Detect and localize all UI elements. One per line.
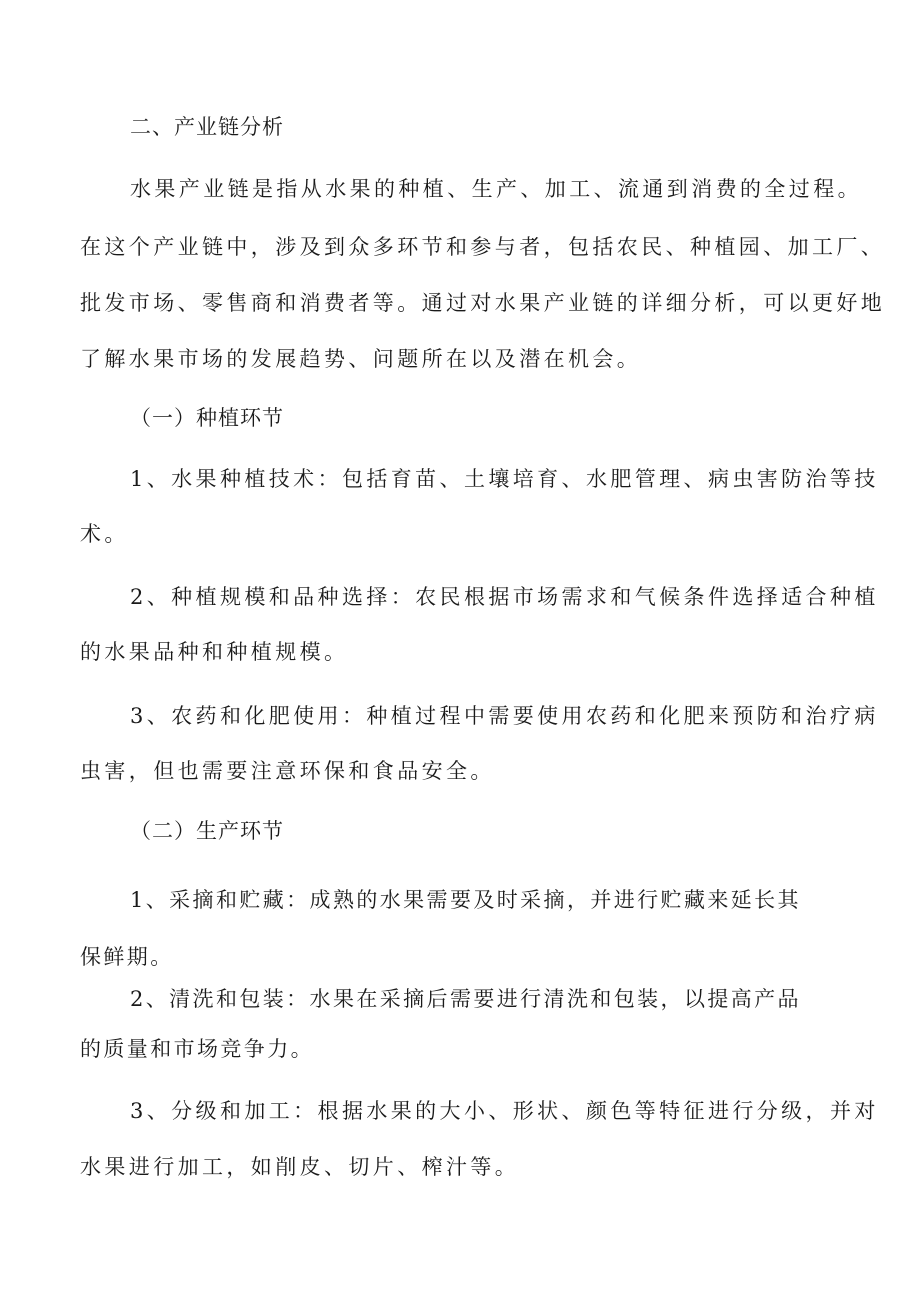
paragraph-line: 1、采摘和贮藏：成熟的水果需要及时采摘，并进行贮藏来延长其 [130, 888, 801, 912]
intro-line: 水果产业链是指从水果的种植、生产、加工、流通到消费的全过程。 [130, 177, 862, 201]
production-heading: （二）生产环节 [130, 819, 284, 843]
paragraph-line: 3、农药和化肥使用：种植过程中需要使用农药和化肥来预防和治疗病 [130, 704, 879, 728]
paragraph-line: 2、种植规模和品种选择：农民根据市场需求和气候条件选择适合种植 [130, 585, 879, 609]
intro-line: 了解水果市场的发展趋势、问题所在以及潜在机会。 [80, 347, 642, 371]
paragraph-line: 2、清洗和包装：水果在采摘后需要进行清洗和包装，以提高产品 [130, 987, 801, 1011]
section-heading: 二、产业链分析 [130, 115, 284, 139]
paragraph-line: 术。 [80, 522, 129, 546]
paragraph-line: 的水果品种和种植规模。 [80, 640, 349, 664]
intro-line: 批发市场、零售商和消费者等。通过对水果产业链的详细分析，可以更好地 [80, 291, 886, 315]
paragraph-line: 1、水果种植技术：包括育苗、土壤培育、水肥管理、病虫害防治等技 [130, 467, 879, 491]
paragraph-line: 虫害，但也需要注意环保和食品安全。 [80, 759, 495, 783]
paragraph-line: 水果进行加工，如削皮、切片、榨汁等。 [80, 1155, 520, 1179]
paragraph-line: 3、分级和加工：根据水果的大小、形状、颜色等特征进行分级，并对 [130, 1099, 879, 1123]
planting-heading: （一）种植环节 [130, 406, 284, 430]
paragraph-line: 保鲜期。 [80, 945, 174, 969]
intro-line: 在这个产业链中，涉及到众多环节和参与者，包括农民、种植园、加工厂、 [80, 235, 886, 259]
paragraph-line: 的质量和市场竞争力。 [80, 1037, 314, 1061]
